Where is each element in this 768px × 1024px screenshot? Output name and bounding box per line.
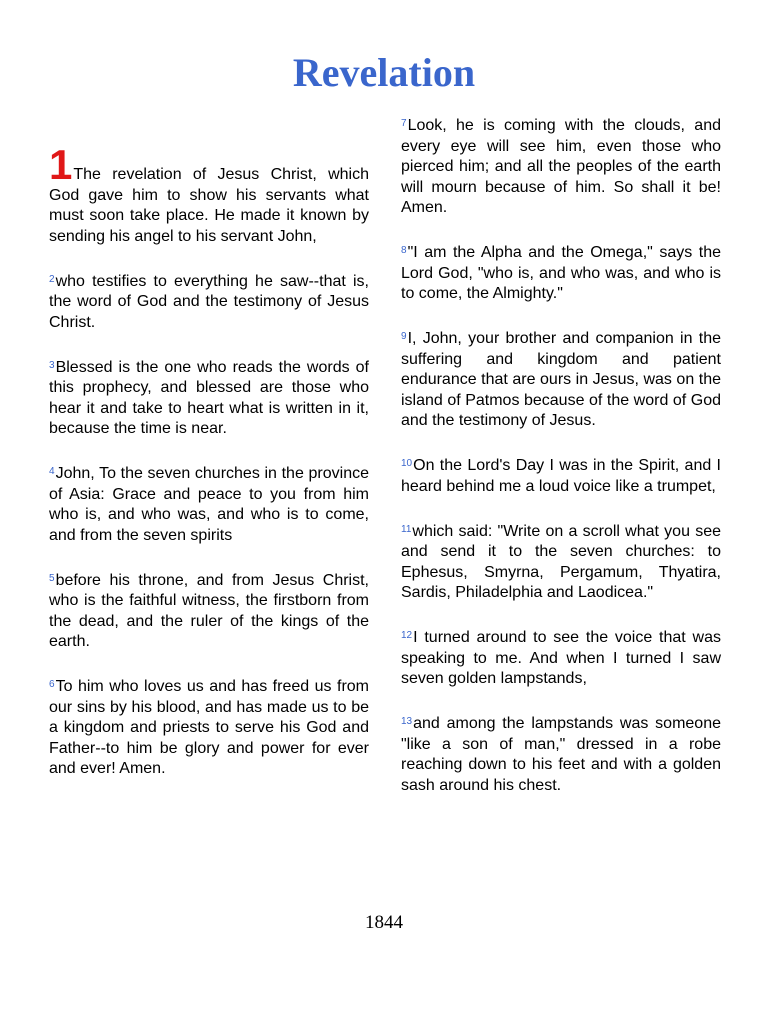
verse-number: 5 — [49, 572, 55, 584]
verse-text: To him who loves us and has freed us from our sins by his blood, and has made us to be a kingdom and priests to serve his God and Father--to him be glory and power for ever and ever! Amen. — [49, 678, 369, 777]
verse-9 — [401, 329, 721, 432]
left-column — [49, 141, 369, 804]
verse-11 — [401, 522, 721, 604]
verse-text: The revelation of Jesus Christ, which God gave him to show his servants what must soon take place. He made it known by sending his angel to his servant John, — [49, 166, 369, 245]
verse-number: 13 — [401, 716, 413, 727]
verse-10 — [401, 456, 721, 497]
verse-text: I, John, your brother and companion in the suffering and kingdom and patient endurance that are ours in Jesus, was on the island of Patmos because of the word of God and the testimony of Jesus. — [401, 330, 721, 429]
chapter-number: 1 — [49, 141, 73, 188]
verse-number: 12 — [401, 630, 413, 641]
verse-number: 10 — [401, 458, 413, 469]
verse-text: I turned around to see the voice that was speaking to me. And when I turned I saw seven golden lampstands, — [401, 629, 721, 687]
verse-2 — [49, 272, 369, 334]
page-number: 1844 — [365, 912, 403, 933]
verse-text: who testifies to everything he saw--that is, the word of God and the testimony of Jesus Christ. — [49, 272, 369, 331]
verse-1 — [49, 141, 369, 247]
verse-text: before his throne, and from Jesus Christ, who is the faithful witness, the firstborn from the dead, and the ruler of the kings of the earth. — [49, 571, 369, 650]
verse-text: "I am the Alpha and the Omega," says the Lord God, "who is, and who was, and who is to come, the Almighty." — [401, 244, 721, 302]
verse-text: On the Lord's Day I was in the Spirit, and I heard behind me a loud voice like a trumpet, — [401, 457, 721, 495]
book-title: Revelation — [292, 50, 476, 95]
verse-13 — [401, 714, 721, 796]
verse-5 — [49, 571, 369, 653]
verse-8 — [401, 243, 721, 305]
verse-number: 2 — [49, 273, 55, 285]
verse-7 — [401, 116, 721, 219]
verse-number: 4 — [49, 466, 55, 477]
verse-4 — [49, 464, 369, 546]
verse-text: which said: "Write on a scroll what you see and send it to the seven churches: to Ephesus, Smyrna, Pergamum, Thyatira, Sardis, Philadelphia and Laodicea." — [401, 522, 721, 601]
verse-text: Look, he is coming with the clouds, and every eye will see him, even those who pierced him; and all the peoples of the earth will mourn because of him. So shall it be! Amen. — [401, 117, 721, 216]
verse-number: 11 — [401, 523, 412, 535]
verse-text: Blessed is the one who reads the words of this prophecy, and blessed are those who hear it and take to heart what is written in it, because the time is near. — [49, 358, 369, 437]
verse-number: 3 — [49, 359, 55, 371]
verse-number: 8 — [401, 245, 407, 256]
verse-12 — [401, 628, 721, 690]
verse-number: 7 — [401, 118, 407, 129]
right-column — [401, 116, 721, 821]
verse-number: 6 — [49, 679, 55, 690]
verse-text: and among the lampstands was someone "like a son of man," dressed in a robe reaching down to his feet and with a golden sash around his chest. — [401, 715, 721, 794]
verse-text: John, To the seven churches in the province of Asia: Grace and peace to you from him who is, and who was, and who is to come, and from the seven spirits — [49, 465, 369, 544]
verse-6 — [49, 677, 369, 780]
verse-number: 9 — [401, 331, 407, 342]
verse-3 — [49, 358, 369, 440]
